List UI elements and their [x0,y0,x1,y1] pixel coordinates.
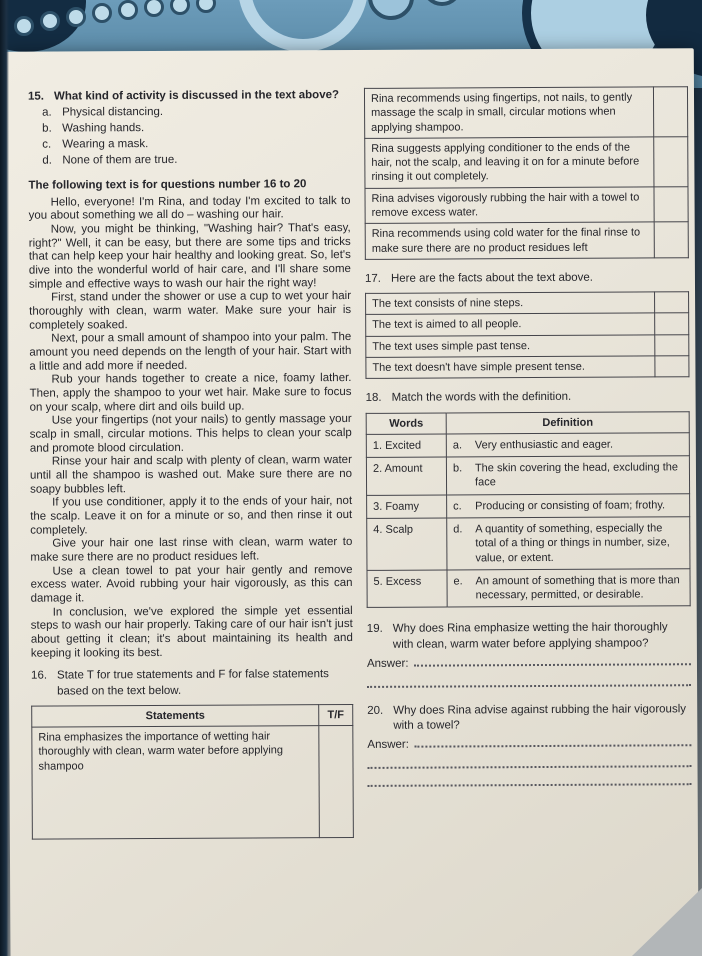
question-text: Match the words with the definition. [391,391,572,405]
option-a [28,103,350,121]
passage-paragraph: Next, pour a small amount of shampoo into your palm. The amount you need depends on the length of your hair. Start with a little and add more if needed. [29,331,352,373]
definition-letter: a. [452,439,463,452]
question-20-text [367,702,691,734]
answer-blank [413,653,691,666]
table-row [367,493,690,518]
question-number: 19. [366,623,383,636]
answer-blank [367,749,691,769]
word-cell: 2. Amount [366,457,446,495]
option-letter: a. [42,106,52,119]
option-b [28,119,350,137]
question-number: 15. [27,90,45,103]
answer-label: Answer: [366,657,409,670]
option-c [28,135,350,153]
answer-blank [414,734,692,747]
tf-header: T/F [319,704,353,725]
facts-table [365,291,689,379]
definition-cell [447,569,690,608]
question-15 [28,88,350,169]
question-number: 16. [31,669,48,683]
passage-paragraph: Use a clean towel to pat your hair gently and remove excess water. Avoid rubbing your hair vigorously, as this can damage it. [30,563,353,605]
tf-answer-cell [653,87,687,137]
question-17 [365,270,689,287]
tf-answer-cell [319,726,354,838]
definition-text: Very enthusiastic and eager. [474,438,614,452]
passage-paragraph: In conclusion, we've explored the simple yet essential steps to wash our hair properly. Taking care of our hair isn't just about getting it clean; it's about maintaining its health and keeping it looking its best. [30,604,353,660]
option-text: Washing hands. [62,122,145,135]
passage-paragraph: Rub your hands together to create a nice, foamy lather. Then, apply the shampoo to your wet hair. Make sure to focus on your scalp, where dirt and oils build up. [29,372,352,414]
definition-text: The skin covering the head, excluding the face [474,461,679,489]
statement-cell: Rina emphasizes the importance of wetting hair thoroughly with clean, warm water before applying shampoo [32,726,320,840]
definition-letter: b. [452,462,463,475]
definition-cell [447,493,690,518]
option-text: Wearing a mask. [62,138,149,151]
passage-paragraph: Hello, everyone! I'm Rina, and today I'm excited to talk to you about something we all do – washing our hair. [28,194,351,222]
table-row [366,334,689,357]
fact-cell: The text is aimed to all people. [366,313,655,336]
statement-cell: Rina suggests applying conditioner to the ends of the hair, not the scalp, and leaving it on for a minute before rinsing it out completely. [365,137,654,188]
word-cell: 3. Foamy [367,495,447,519]
answer-cell [655,334,689,355]
question-number: 20. [367,704,384,717]
table-row [367,569,690,608]
option-text: None of them are true. [62,154,178,167]
question-18 [366,390,690,407]
definition-header: Definition [446,411,689,434]
definition-letter: c. [453,500,462,513]
answer-blank [368,767,692,787]
tf-answer-cell [654,137,688,187]
answer-cell [655,313,689,334]
table-row [364,87,687,139]
word-cell: 4. Scalp [367,518,447,570]
passage-paragraph: Now, you might be thinking, "Washing hair? That's easy, right?" Well, it can be easy, but there are some tips and tricks that can help keep your hair healthy and looking great. So, let's dive into the wonderful world of hair care, and I'll share some simple and effective ways to wash our hair the right way! [28,221,351,291]
option-text: Physical distancing. [62,106,164,119]
passage-paragraph: Rinse your hair and scalp with plenty of clean, warm water until all the shampoo is washed out. Make sure there are no soapy bubbles left. [29,454,353,496]
table-row [366,456,689,495]
definition-text: An amount of something that is more than necessary, permitted, or desirable. [475,574,680,602]
matching-table [366,411,691,609]
table-row [366,292,689,315]
word-cell: 5. Excess [367,570,447,608]
question-text: Why does Rina advise against rubbing the hair vigorously with a towel? [393,703,687,732]
table-row [366,433,689,458]
left-column [28,88,354,840]
option-letter: c. [42,138,52,151]
definition-letter: e. [453,575,463,588]
definition-letter: d. [453,523,463,536]
definition-cell [446,433,689,458]
question-number: 18. [365,392,382,405]
statement-cell: Rina recommends using fingertips, not nails, to gently massage the scalp in small, circular motions when applying shampoo. [364,87,653,138]
true-false-table-continued [364,86,689,260]
fact-cell: The text uses simple past tense. [366,335,655,358]
passage-paragraph: If you use conditioner, apply it to the ends of your hair, not the scalp. Leave it on for a minute or so, and then rinse it out completely. [30,495,353,537]
word-cell: 1. Excited [366,434,446,458]
question-text: Here are the facts about the text above. [390,271,594,285]
question-text: Why does Rina emphasize wetting the hair thoroughly with clean, warm water before applying shampoo? [392,621,668,651]
table-row [365,187,688,224]
passage-intro: The following text is for questions number 16 to 20 [28,177,307,192]
table-row [366,356,689,379]
question-19-text [367,621,691,653]
passage-paragraph: First, stand under the shower or use a cup to wet your hair thoroughly with clean, warm water. Make sure your hair is completely soaked. [29,290,352,332]
question-number: 17. [364,272,381,285]
true-false-table [31,704,354,840]
answer-cell [655,356,689,377]
question-16 [31,667,353,699]
table-row [367,517,690,571]
passage-paragraph: Give your hair one last rinse with clean, warm water to make sure there are no product residues left. [30,536,353,564]
table-row [365,222,688,259]
question-15-text [28,88,350,105]
reading-passage [29,195,353,662]
photo-edge-shadow [0,0,9,956]
option-letter: d. [42,155,52,168]
option-letter: b. [42,122,52,135]
table-header-row [366,411,689,434]
definition-text: A quantity of something, especially the total of a thing or things in number, size, value, or extent. [475,522,670,564]
answer-blank [367,668,691,688]
tf-answer-cell [654,187,688,223]
table-row [366,313,689,336]
question-19 [367,621,691,688]
table-header-row [32,704,353,727]
table-row [32,726,354,840]
statements-header: Statements [32,704,319,727]
statement-cell: Rina recommends using cold water for the final rinse to make sure there are no product residues left [365,222,654,259]
question-20 [367,702,691,787]
definition-cell [446,456,689,495]
question-text: State T for true statements and F for false statements based on the text below. [57,668,329,698]
question-text: What kind of activity is discussed in the text above? [53,89,340,103]
answer-label: Answer: [367,738,409,752]
definition-text: Producing or consisting of foam; frothy. [475,499,666,513]
right-column [364,80,692,787]
words-header: Words [366,413,446,435]
table-row [365,137,688,189]
answer-cell [655,292,689,313]
tf-answer-cell [654,222,688,258]
statement-cell: Rina advises vigorously rubbing the hair with a towel to remove excess water. [365,187,654,224]
option-d [28,151,350,169]
fact-cell: The text doesn't have simple present tense. [366,356,655,379]
fact-cell: The text consists of nine steps. [366,292,655,315]
definition-cell [447,517,690,570]
passage-paragraph: Use your fingertips (not your nails) to gently massage your scalp in small, circular motions. This helps to clean your scalp and promote blood circulation. [29,413,352,455]
